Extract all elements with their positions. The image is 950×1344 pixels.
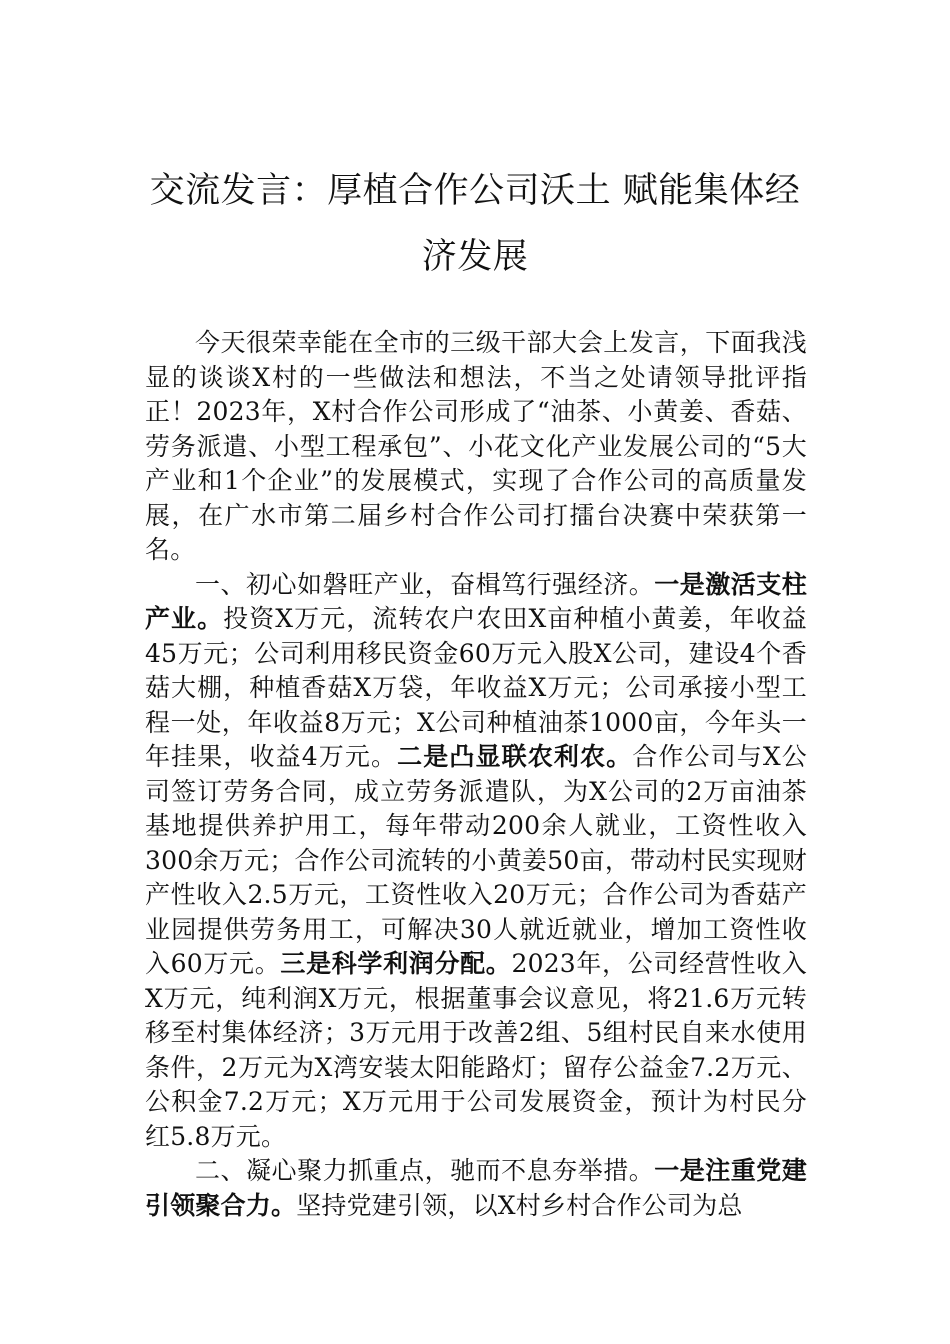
paragraph-text: 2023年，公司经营性收入X万元，纯利润X万元，根据董事会议意见，将21.6万元转移至村集体经济；3万元用于改善2组、5组村民自来水使用条件，2万元为X湾安装太阳能路灯；留存公益金7.2万元、公积金7.2万元；X万元用于公司发展资金，预计为村民分红5.8万元。 [145,949,807,1151]
bold-point: 二是凸显联农利农。 [397,742,633,771]
bold-point: 一是激活支柱产业。 [145,569,807,633]
bold-point: 一是注重党建引领聚合力。 [145,1156,807,1220]
section-one-paragraph [145,568,807,1155]
paragraph-text: 坚持党建引领，以X村乡村合作公司为总 [296,1190,743,1220]
document-body [145,326,807,1223]
paragraph-text: 今天很荣幸能在全市的三级干部大会上发言，下面我浅显的谈谈X村的一些做法和想法，不当之处请领导批评指正！2023年，X村合作公司形成了“油茶、小黄姜、香菇、劳务派遣、小型工程承包”、小花文化产业发展公司的“5大产业和1个企业”的发展模式，实现了合作公司的高质量发展，在广水市第二届乡村合作公司打擂台决赛中荣获第一名。 [145,328,807,564]
paragraph-text: 投资X万元，流转农户农田X亩种植小黄姜，年收益45万元；公司利用移民资金60万元入股X公司，建设4个香菇大棚，种植香菇X万袋，年收益X万元；公司承接小型工程一处，年收益8万元；X公司种植油茶1000亩，今年头一年挂果，收益4万元。 [145,604,807,771]
bold-point: 三是科学利润分配。 [280,949,512,978]
section-heading: 一、初心如磐旺产业，奋楫笃行强经济。 [195,569,655,599]
section-heading: 二、凝心聚力抓重点，驰而不息夯举措。 [195,1156,655,1185]
intro-paragraph [145,326,807,568]
document-title: 交流发言：厚植合作公司沃土 赋能集体经济发展 [149,171,801,277]
section-two-paragraph [145,1154,807,1223]
paragraph-text: 合作公司与X公司签订劳务合同，成立劳务派遣队，为X公司的2万亩油茶基地提供养护用工，每年带动200余人就业，工资性收入300余万元；合作公司流转的小黄姜50亩，带动村民实现财产性收入2.5万元，工资性收入20万元；合作公司为香菇产业园提供劳务用工，可解决30人就近就业，增加工资性收入60万元。 [145,742,807,978]
